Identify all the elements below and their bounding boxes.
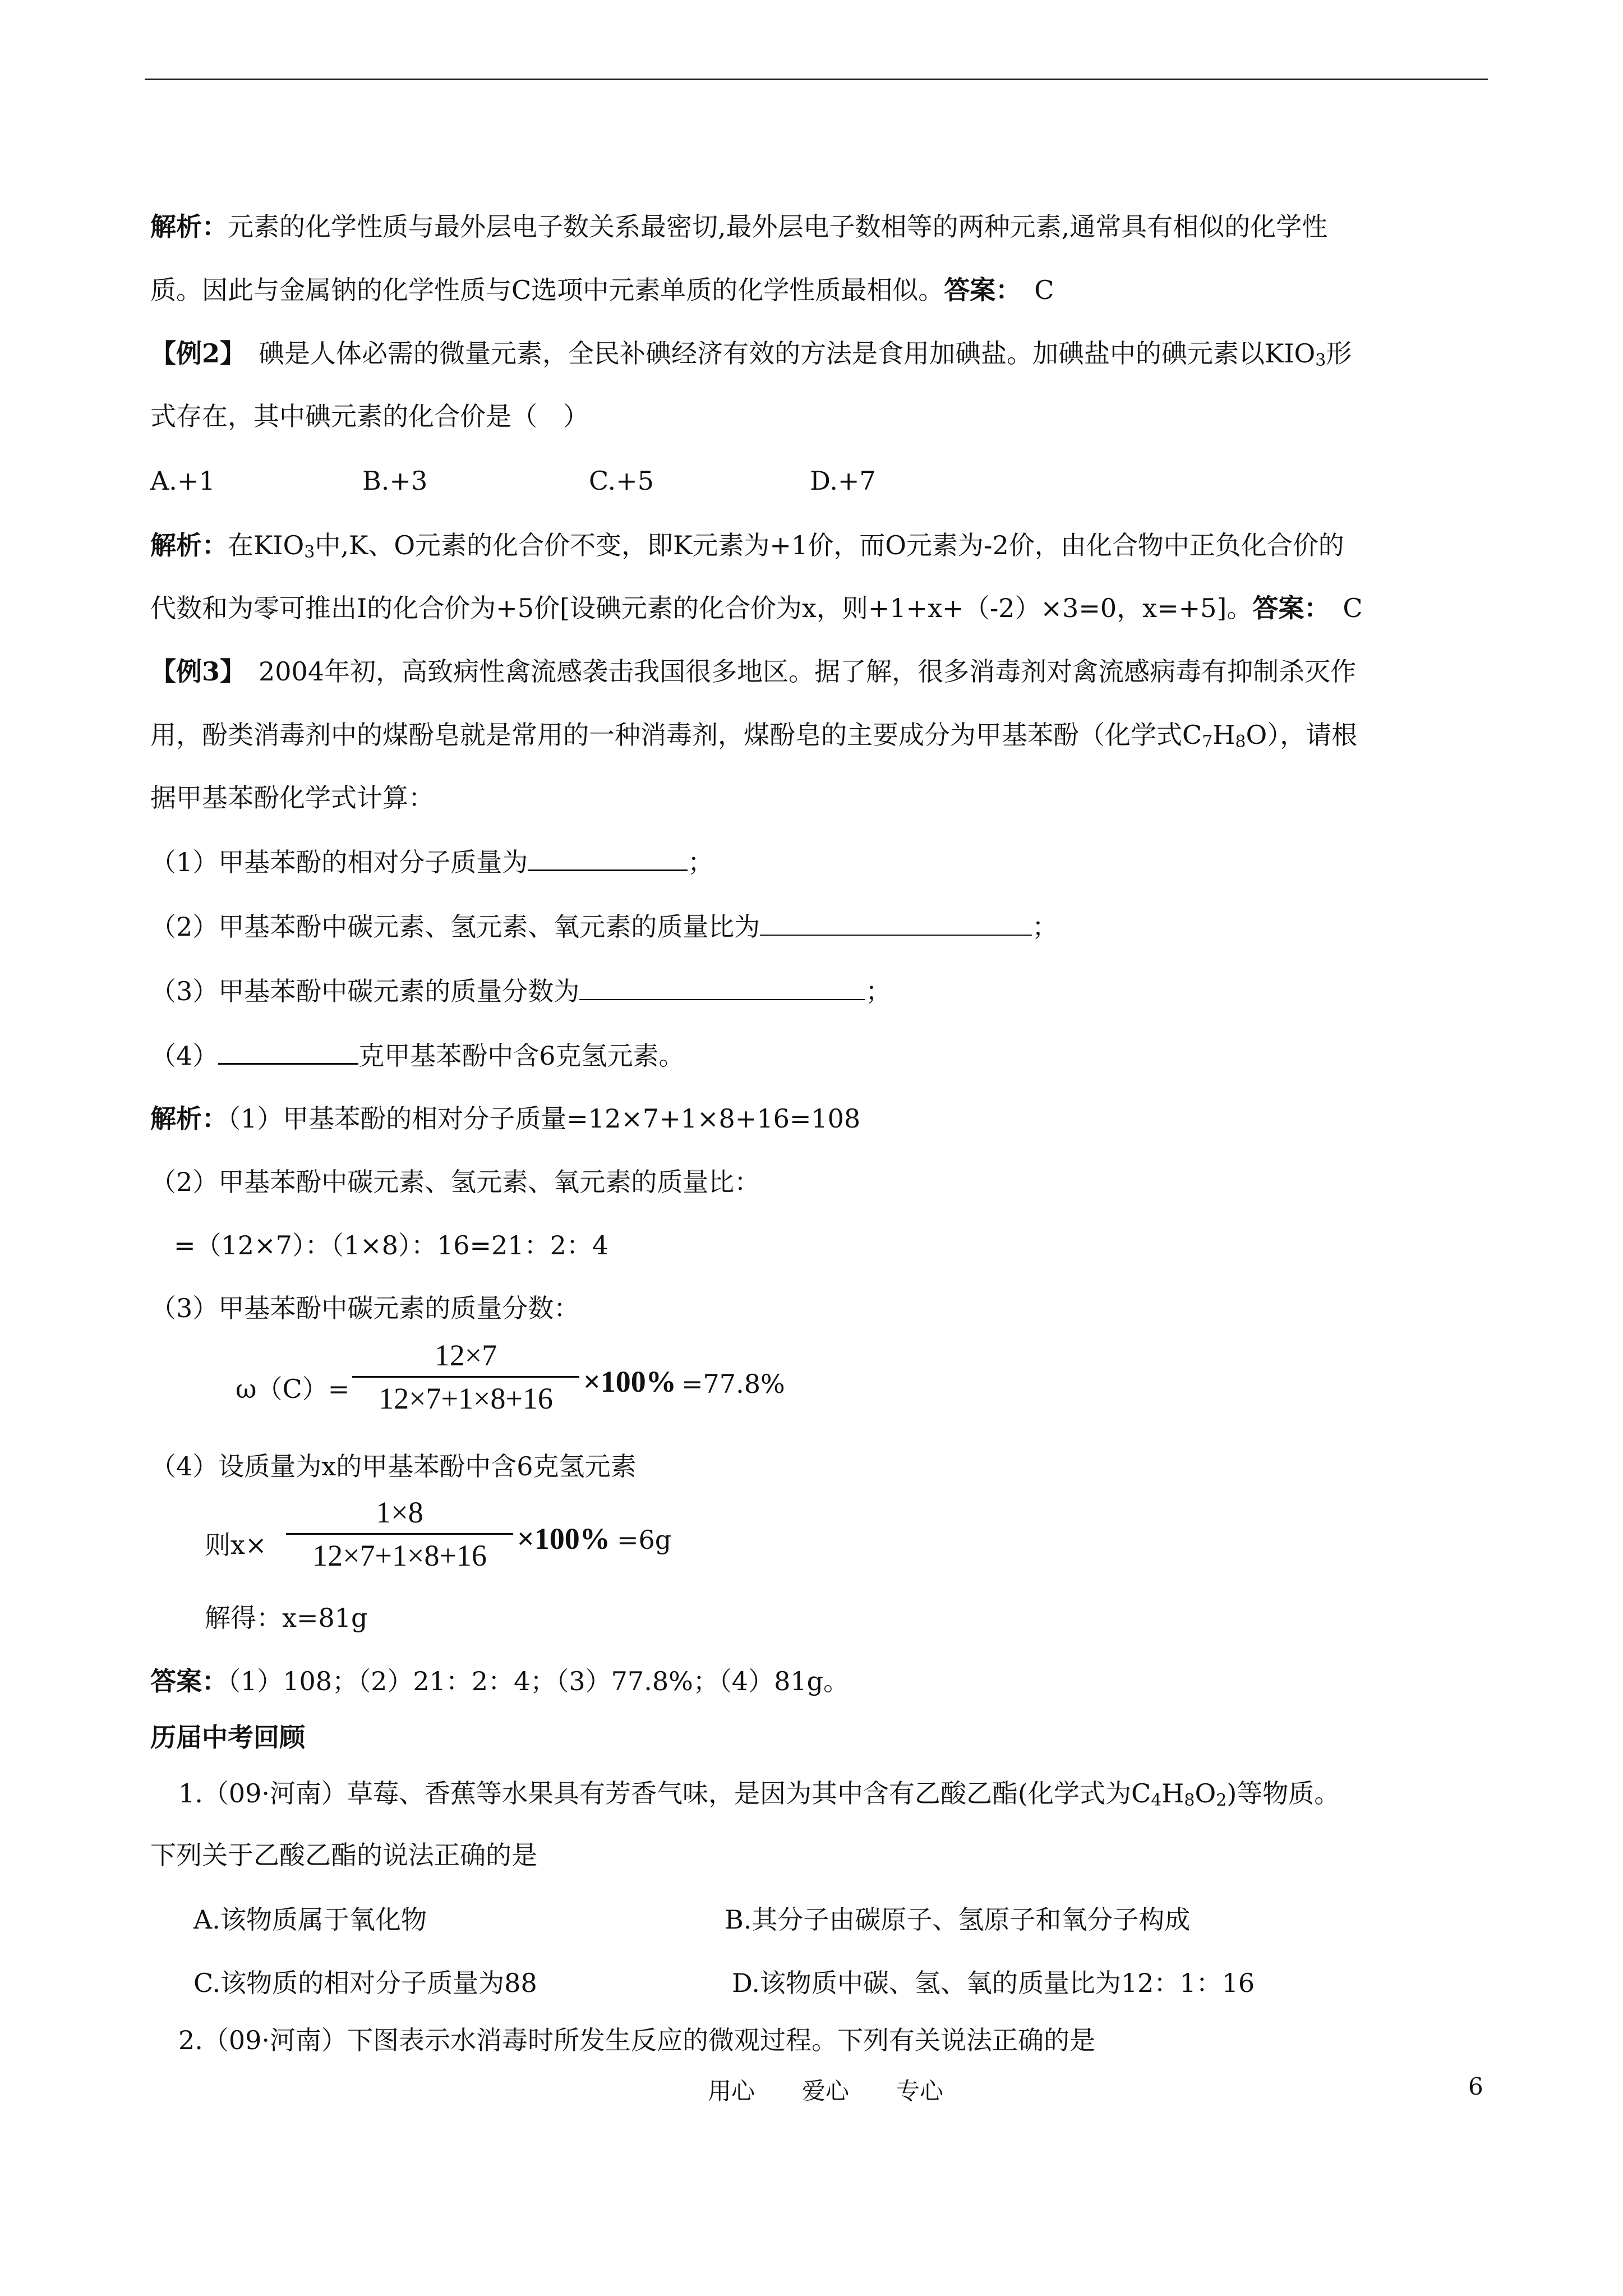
solution-3-solve: 解得：x=81g: [205, 1603, 368, 1633]
fraction-2: 1×8 12×7+1×8+16: [286, 1495, 513, 1573]
page-number: 6: [1468, 2073, 1483, 2100]
times-100-percent-2: ×100%: [517, 1522, 610, 1556]
option-c: C.+5: [589, 466, 654, 496]
header-rule: [145, 79, 1488, 80]
review-q1-option-d: D.该物质中碳、氢、氧的质量比为12：1：16: [732, 1968, 1255, 1998]
then-label: 则x×: [205, 1530, 267, 1560]
result-2: =6g: [617, 1525, 672, 1555]
solution-3-line-2: （2）甲基苯酚中碳元素、氢元素、氧元素的质量比：: [150, 1167, 760, 1197]
answer-3: 答案：（1）108；（2）21：2：4；（3）77.8%；（4）81g。: [150, 1666, 850, 1696]
solution-3-line-1: 解析：（1）甲基苯酚的相对分子质量=12×7+1×8+16=108: [150, 1103, 861, 1134]
review-q1-option-c: C.该物质的相对分子质量为88: [193, 1968, 537, 1998]
example-2-line-2: 式存在，其中碘元素的化合价是（ ）: [150, 401, 589, 431]
example-2-line-1: 【例2】 碘是人体必需的微量元素，全民补碘经济有效的方法是食用加碘盐。加碘盐中的碘元素以$KIO_3$形: [150, 338, 1352, 370]
example-3-line-3: 据甲基苯酚化学式计算：: [150, 783, 434, 813]
analysis-1-line-1: 解析：元素的化学性质与最外层电子数关系最密切,最外层电子数相等的两种元素,通常具有相似的化学性: [150, 211, 1328, 242]
blank-4: [218, 1041, 358, 1065]
review-q1-option-b: B.其分子由碳原子、氢原子和氧分子构成: [725, 1904, 1191, 1935]
option-a: A.+1: [150, 466, 215, 496]
example-3-line-2: 用，酚类消毒剂中的煤酚皂就是常用的一种消毒剂，煤酚皂的主要成分为甲基苯酚（化学式$C_7H_8O$），请根: [150, 720, 1358, 752]
footer-motto: 用心 爱心 专心: [708, 2077, 944, 2105]
review-heading: 历届中考回顾: [150, 1722, 305, 1752]
question-2: （2）甲基苯酚中碳元素、氢元素、氧元素的质量比为 ；: [150, 912, 1058, 942]
question-4: （4） 克甲基苯酚中含6克氢元素。: [150, 1041, 685, 1071]
question-1: （1）甲基苯酚的相对分子质量为 ；: [150, 847, 714, 877]
blank-3: [579, 977, 865, 1000]
analysis-2-line-2: 代数和为零可推出I的化合价为+5价[设碘元素的化合价为x，则+1+x+（-2）×3=0，x=+5]。答案： C: [150, 593, 1363, 623]
review-q1-line-2: 下列关于乙酸乙酯的说法正确的是: [150, 1840, 537, 1870]
analysis-2-line-1: 解析：在$KIO_3$中,K、O元素的化合价不变，即K元素为+1价，而O元素为-2价，由化合物中正负化合价的: [150, 530, 1344, 562]
blank-1: [528, 847, 688, 871]
solution-3-line-3: （3）甲基苯酚中碳元素的质量分数：: [150, 1293, 580, 1323]
times-100-percent-1: ×100%: [583, 1365, 676, 1398]
question-3: （3）甲基苯酚中碳元素的质量分数为 ；: [150, 976, 892, 1006]
review-q1-option-a: A.该物质属于氧化物: [193, 1904, 427, 1935]
example-3-line-1: 【例3】 2004年初，高致病性禽流感袭击我国很多地区。据了解，很多消毒剂对禽流感病毒有抑制杀灭作: [150, 656, 1357, 687]
review-q2: 2.（09·河南）下图表示水消毒时所发生反应的微观过程。下列有关说法正确的是: [178, 2025, 1096, 2055]
solution-3-line-4: （4）设质量为x的甲基苯酚中含6克氢元素: [150, 1451, 637, 1481]
omega-label: ω（C）=: [236, 1374, 350, 1404]
solution-3-ratio: =（12×7）：（1×8）：16=21：2：4: [174, 1230, 609, 1260]
blank-2: [760, 912, 1032, 936]
result-1: =77.8%: [681, 1369, 785, 1399]
analysis-1-line-2: 质。因此与金属钠的化学性质与C选项中元素单质的化学性质最相似。答案： C: [150, 275, 1054, 305]
option-b: B.+3: [362, 466, 428, 496]
option-d: D.+7: [810, 466, 876, 496]
fraction-1: 12×7 12×7+1×8+16: [352, 1338, 579, 1416]
review-q1-line-1: 1.（09·河南）草莓、香蕉等水果具有芳香气味，是因为其中含有乙酸乙酯(化学式为$C_4H_8O_2$)等物质。: [178, 1778, 1340, 1810]
